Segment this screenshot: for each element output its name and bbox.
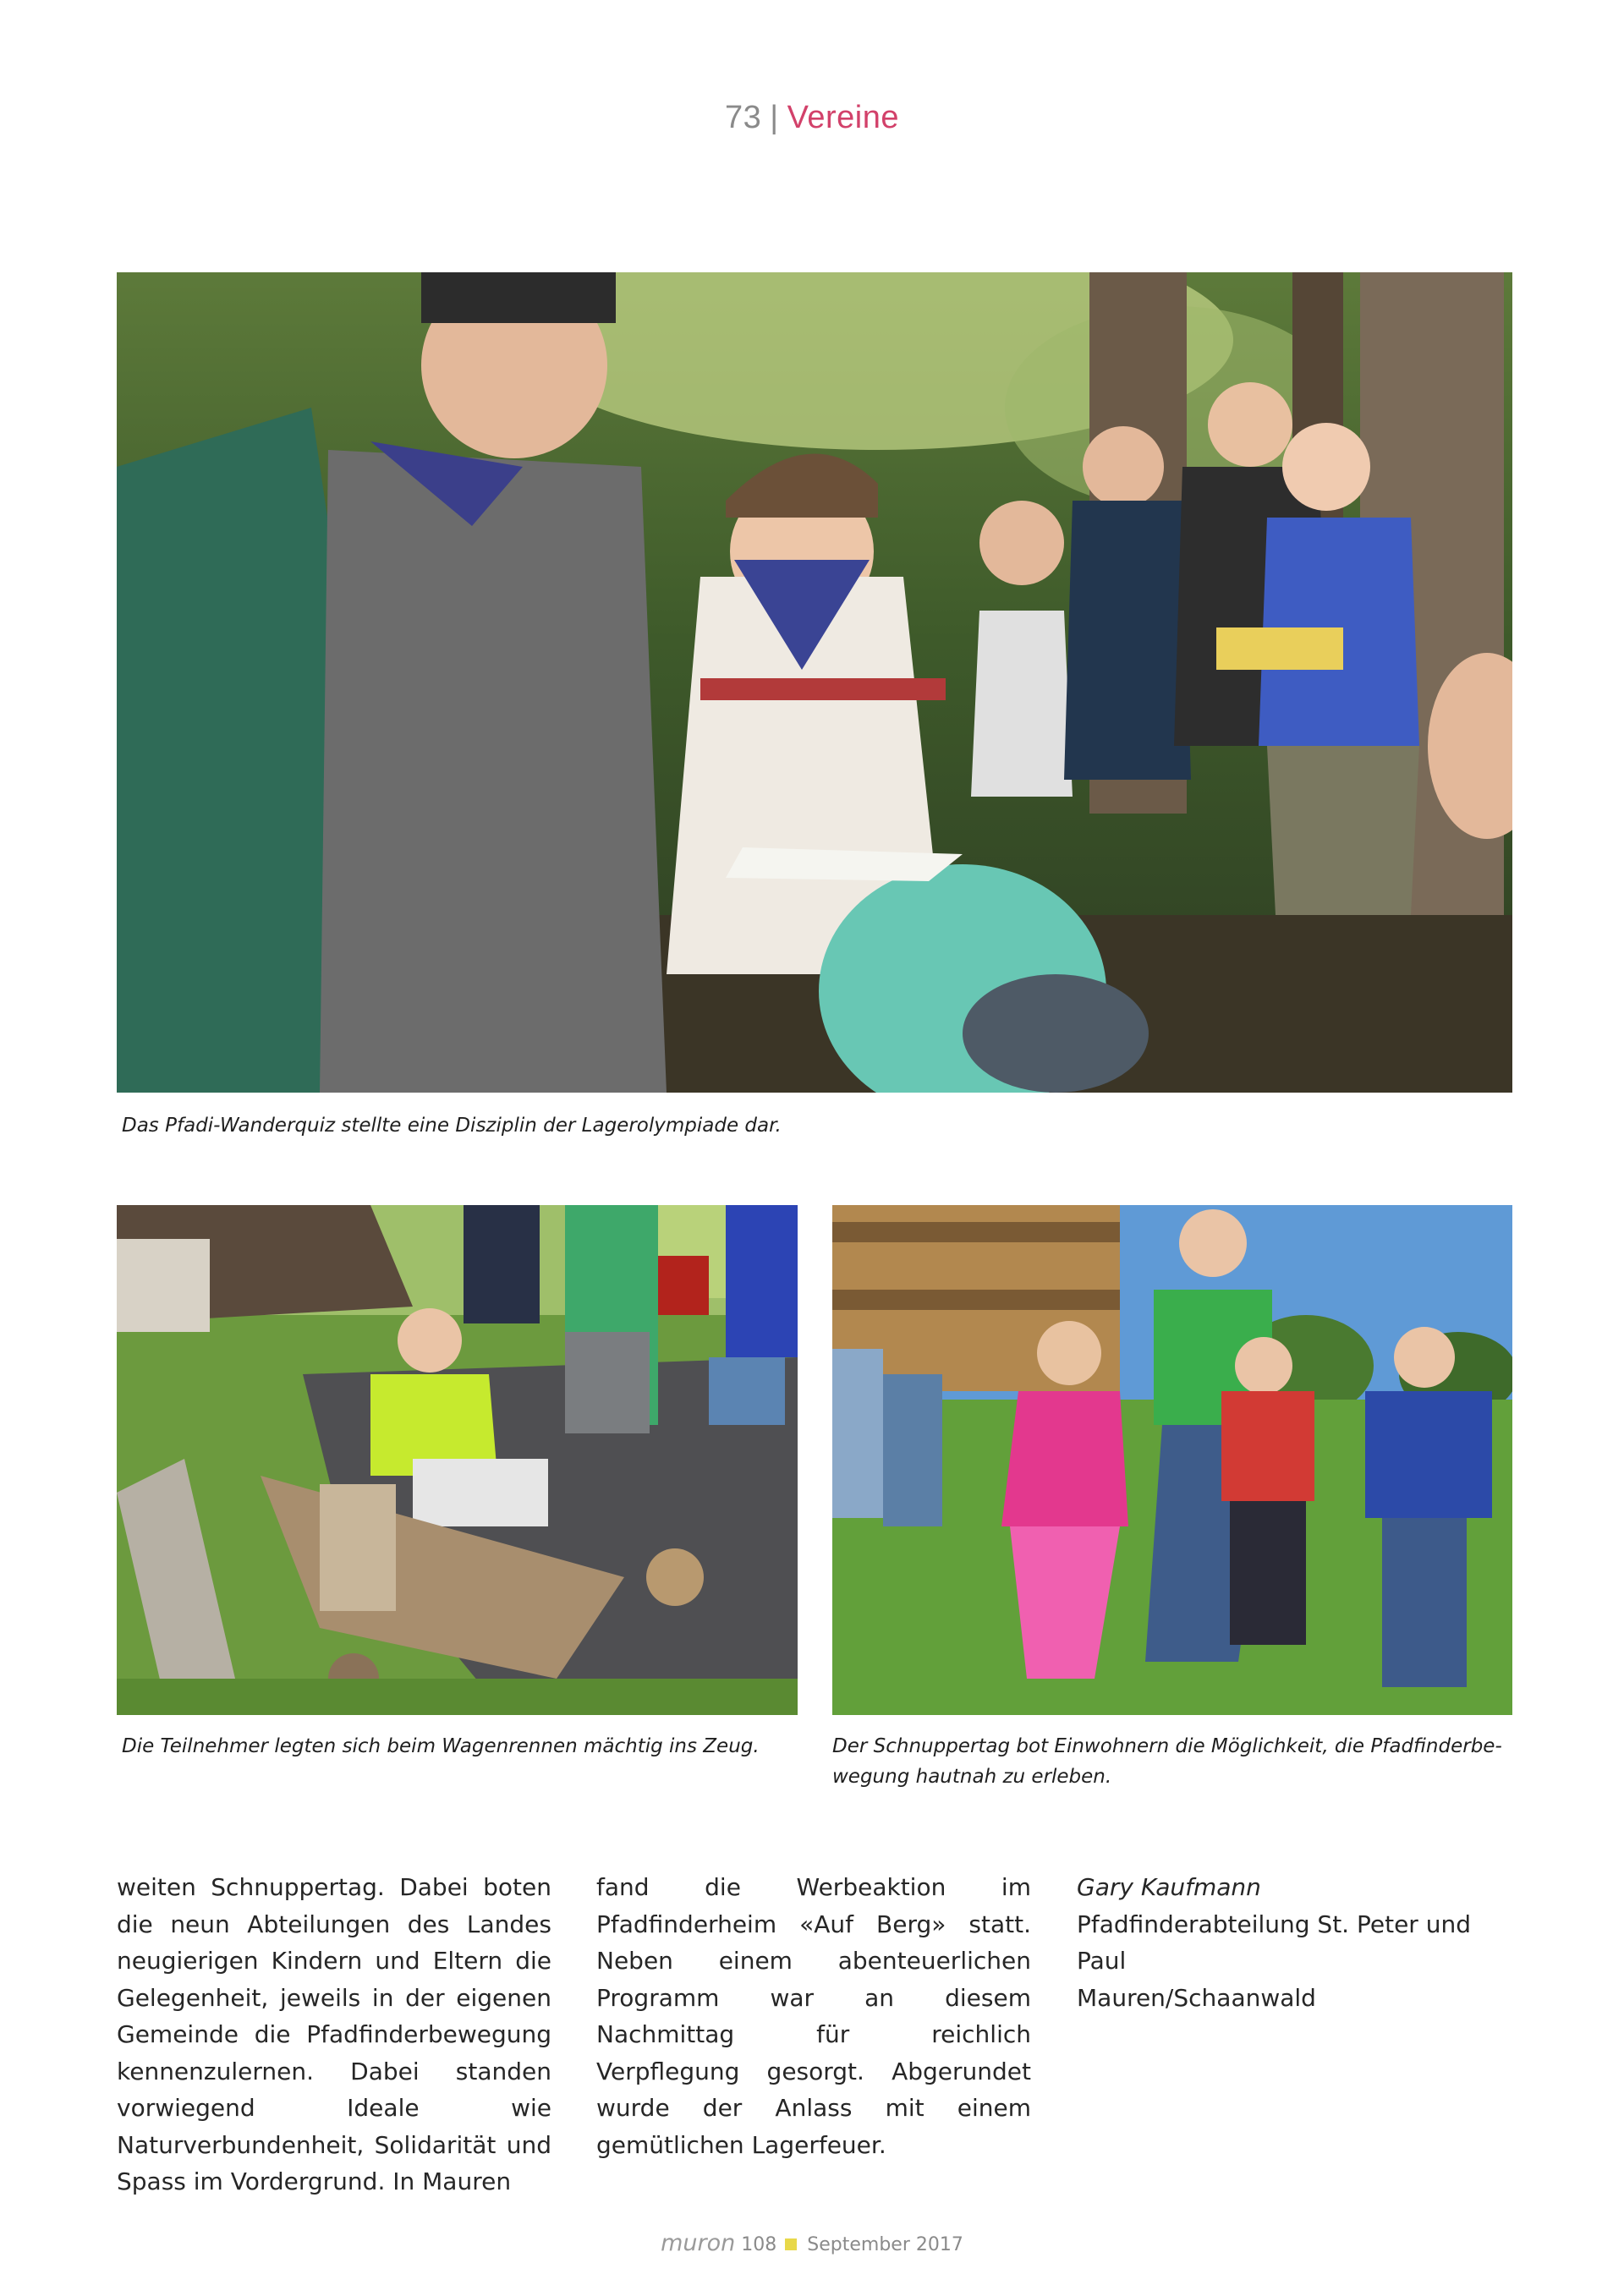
- article-column-1: [117, 1869, 551, 2200]
- cart-race-photo: [117, 1205, 798, 1715]
- caption-right-line-1: Der Schnuppertag bot Einwohnern die Möglichkeit, die Pfadfinderbe-: [832, 1735, 1502, 1757]
- author-affiliation-line-2: Mauren/Schaanwald: [1077, 1983, 1316, 2012]
- children-playing-photo: [832, 1205, 1512, 1715]
- page-header: [0, 100, 1624, 136]
- section-title: Vereine: [787, 100, 900, 135]
- article-paragraph-2: fand die Werbeaktion im Pfadfinderheim «Auf Berg» statt. Neben einem abenteuerlichen Programm war an diesem Nachmittag für reichlich Verpflegung gesorgt. Abgerundet wurde der Anlass mit einem gemütlichen Lagerfeuer.: [596, 1873, 1031, 2159]
- caption-right-photo: [832, 1731, 1512, 1792]
- author-affiliation-line-1: Pfadfinderabteilung St. Peter und Paul: [1077, 1910, 1471, 1975]
- article-paragraph-1: weiten Schnuppertag. Dabei boten die neun Abteilungen des Landes neugierigen Kindern und Eltern die Gelegenheit, jeweils in der eigenen Gemeinde die Pfadfinderbewegung kennenzulernen. Dabei standen vorwiegend Ideale wie Naturverbundenheit, Solidarität und Spass im Vordergrund. In Mauren: [117, 1873, 551, 2195]
- scouts-forest-quiz-photo: [117, 272, 1512, 1093]
- caption-left-photo: Die Teilnehmer legten sich beim Wagenrennen mächtig ins Zeug.: [122, 1735, 760, 1757]
- article-column-2: [596, 1869, 1031, 2163]
- footer-square-icon: [785, 2238, 797, 2250]
- magazine-brand: muron: [661, 2230, 736, 2256]
- issue-number: 108: [741, 2234, 777, 2255]
- caption-right-line-2: wegung hautnah zu erleben.: [832, 1766, 1112, 1788]
- author-block: [1077, 1869, 1512, 2016]
- author-name: Gary Kaufmann: [1077, 1873, 1261, 1901]
- page-number: 73: [724, 100, 762, 135]
- issue-date: September 2017: [807, 2234, 963, 2255]
- page-footer: [0, 2230, 1624, 2256]
- caption-top-photo: Das Pfadi-Wanderquiz stellte eine Disziplin der Lagerolympiade dar.: [122, 1115, 782, 1137]
- header-separator: |: [770, 100, 779, 135]
